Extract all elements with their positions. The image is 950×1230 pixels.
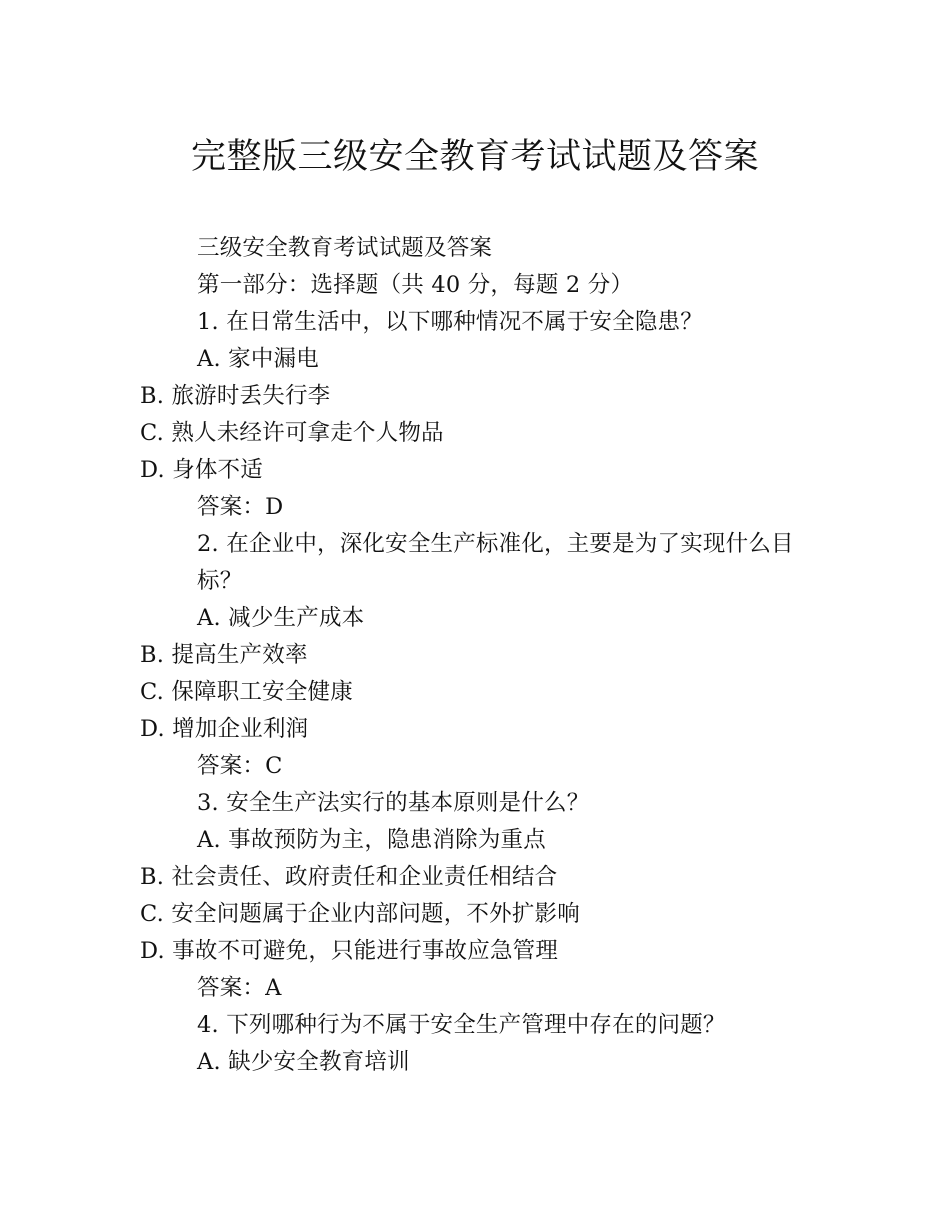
question-3-answer: 答案：A [197, 975, 282, 1001]
question-1-stem: 1. 在日常生活中，以下哪种情况不属于安全隐患？ [197, 309, 703, 335]
question-2-option-a: A. 减少生产成本 [197, 605, 365, 631]
question-1-answer: 答案：D [197, 494, 284, 520]
question-3-option-b: B. 社会责任、政府责任和企业责任相结合 [140, 864, 558, 890]
question-2-answer: 答案：C [197, 753, 283, 779]
document-body [140, 230, 810, 1081]
question-3-option-a: A. 事故预防为主，隐患消除为重点 [197, 827, 546, 853]
section-heading: 第一部分：选择题（共 40 分，每题 2 分） [197, 272, 634, 298]
subtitle: 三级安全教育考试试题及答案 [197, 235, 493, 261]
question-3-option-d: D. 事故不可避免，只能进行事故应急管理 [140, 938, 559, 964]
question-4-stem: 4. 下列哪种行为不属于安全生产管理中存在的问题？ [197, 1012, 726, 1038]
question-3-stem: 3. 安全生产法实行的基本原则是什么？ [197, 790, 590, 816]
question-1-option-b: B. 旅游时丢失行李 [140, 383, 331, 409]
question-2-option-d: D. 增加企业利润 [140, 716, 309, 742]
question-2-option-b: B. 提高生产效率 [140, 642, 308, 668]
question-3-option-c: C. 安全问题属于企业内部问题，不外扩影响 [140, 901, 580, 927]
question-1-option-d: D. 身体不适 [140, 457, 263, 483]
question-4-option-a: A. 缺少安全教育培训 [197, 1049, 410, 1075]
document-title: 完整版三级安全教育考试试题及答案 [190, 137, 759, 177]
question-2-option-c: C. 保障职工安全健康 [140, 679, 353, 705]
question-2-stem: 2. 在企业中，深化安全生产标准化，主要是为了实现什么目标？ [197, 531, 794, 594]
question-1-option-c: C. 熟人未经许可拿走个人物品 [140, 420, 444, 446]
question-1-option-a: A. 家中漏电 [197, 346, 319, 372]
